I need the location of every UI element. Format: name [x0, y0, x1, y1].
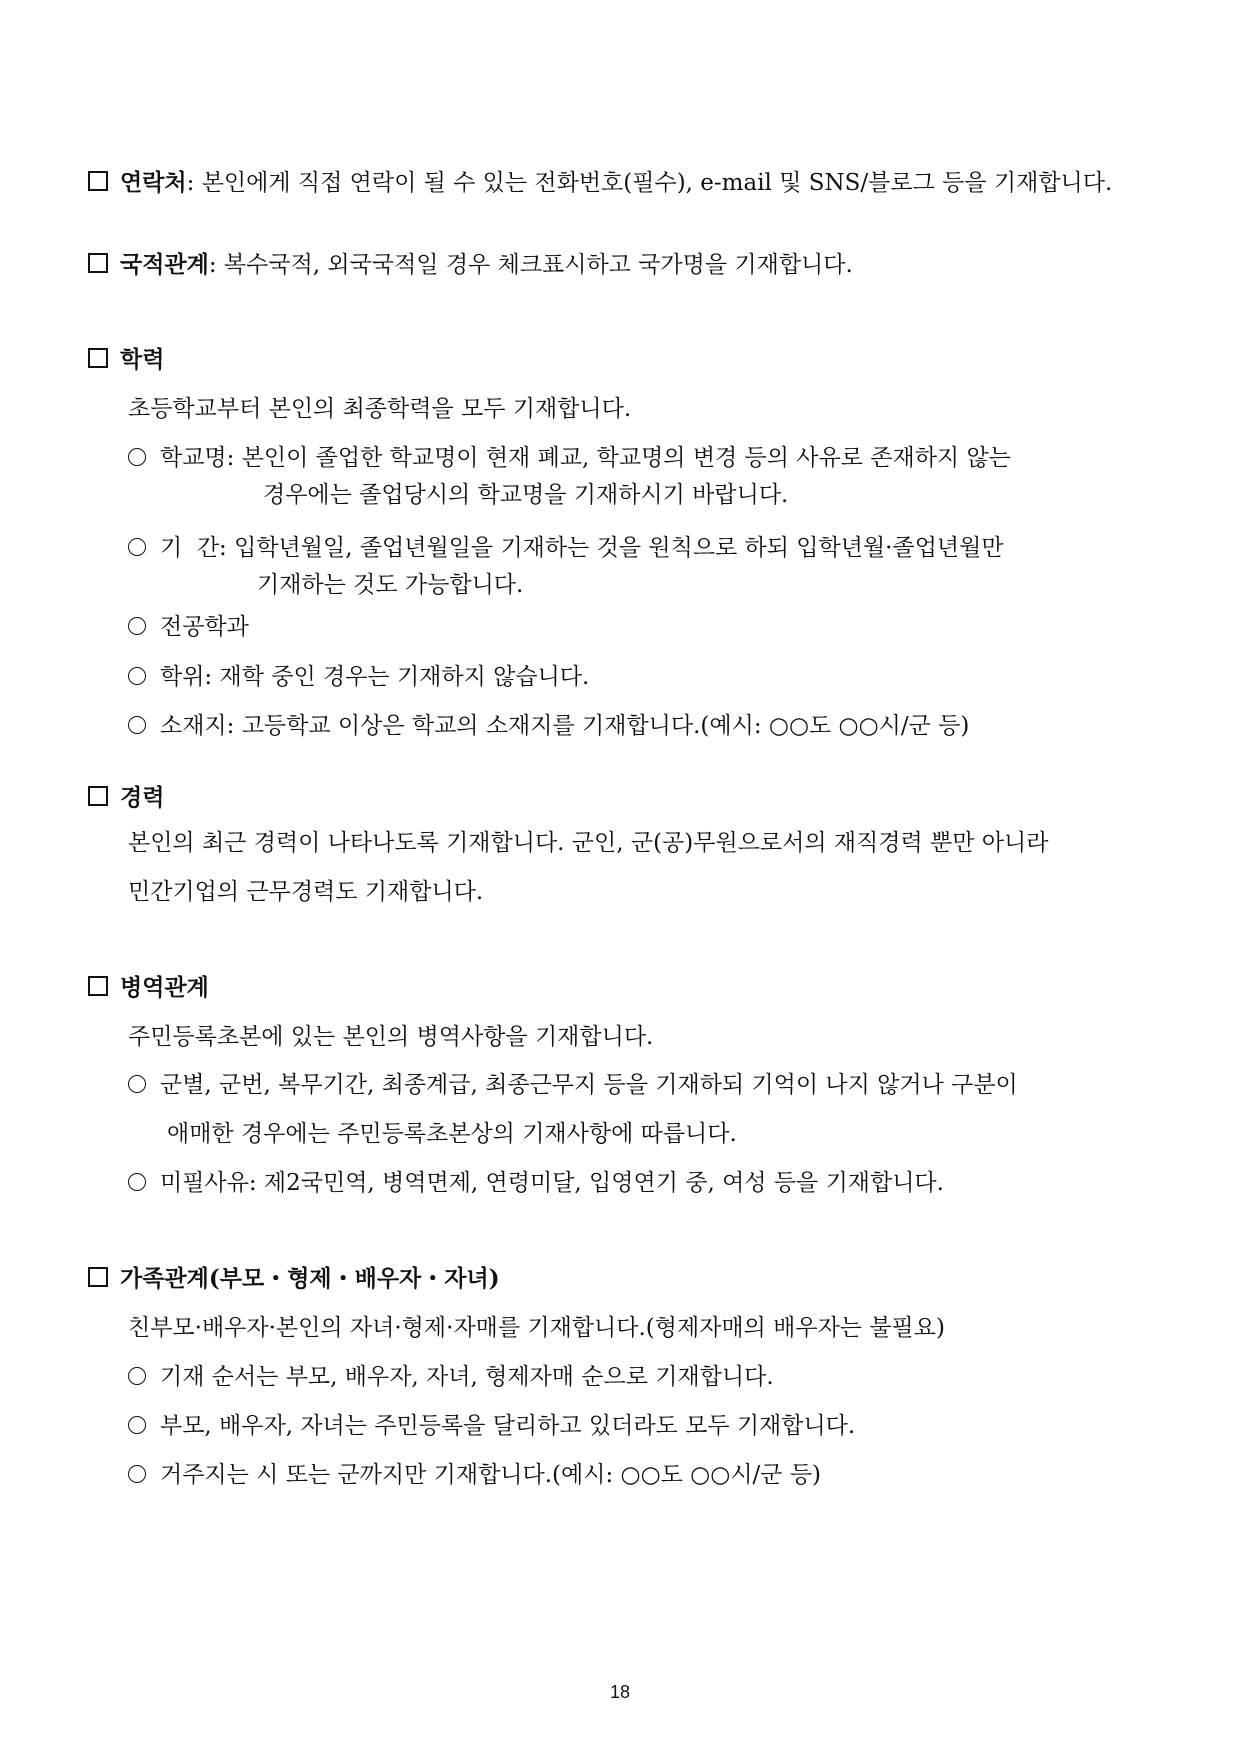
- family-item1: [128, 1362, 774, 1392]
- education-school-line2: 경우에는 졸업당시의 학교명을 기재하시기 바랍니다.: [263, 482, 789, 508]
- circle-bullet-icon: [128, 1367, 146, 1385]
- career-title: 경력: [120, 784, 165, 811]
- circle-bullet-icon: [128, 667, 146, 685]
- family-title: 가족관계(부모・형제・배우자・자녀): [120, 1265, 500, 1292]
- military-title: 병역관계: [120, 974, 209, 1001]
- family-heading: [88, 1264, 500, 1294]
- military-item1: [128, 1070, 1018, 1100]
- contact-section: [88, 168, 1112, 198]
- checkbox-square-icon: [88, 253, 108, 273]
- circle-bullet-icon: [128, 538, 146, 556]
- circle-bullet-icon: [128, 1173, 146, 1191]
- military-item1-line1: 군별, 군번, 복무기간, 최종계급, 최종근무지 등을 기재하되 기억이 나지 않거나 구분이: [160, 1072, 1018, 1098]
- circle-bullet-icon: [128, 716, 146, 734]
- contact-title: 연락처: [120, 169, 187, 196]
- education-heading: [88, 345, 164, 375]
- nationality-section: [88, 250, 853, 280]
- education-degree: 학위: 재학 중인 경우는 기재하지 않습니다.: [160, 664, 590, 690]
- career-line2: 민간기업의 근무경력도 기재합니다.: [128, 879, 484, 905]
- circle-bullet-icon: [128, 1416, 146, 1434]
- nationality-text: : 복수국적, 외국국적일 경우 체크표시하고 국가명을 기재합니다.: [208, 252, 853, 278]
- page-number: 18: [609, 1682, 631, 1702]
- family-item2-text: 부모, 배우자, 자녀는 주민등록을 달리하고 있더라도 모두 기재합니다.: [160, 1413, 856, 1439]
- education-major-item: [128, 612, 249, 642]
- military-intro: 주민등록초본에 있는 본인의 병역사항을 기재합니다.: [128, 1024, 654, 1050]
- checkbox-square-icon: [88, 348, 108, 368]
- education-location: 소재지: 고등학교 이상은 학교의 소재지를 기재합니다.(예시: ○○도 ○○시/군 등): [160, 713, 970, 739]
- education-school-item: [128, 443, 1011, 473]
- military-item2-text: 미필사유: 제2국민역, 병역면제, 연령미달, 입영연기 중, 여성 등을 기재합니다.: [160, 1170, 944, 1196]
- circle-bullet-icon: [128, 617, 146, 635]
- nationality-title: 국적관계: [120, 251, 209, 278]
- family-item3-text: 거주지는 시 또는 군까지만 기재합니다.(예시: ○○도 ○○시/군 등): [160, 1462, 822, 1488]
- military-item2: [128, 1168, 944, 1198]
- education-degree-item: [128, 662, 589, 692]
- family-item1-text: 기재 순서는 부모, 배우자, 자녀, 형제자매 순으로 기재합니다.: [160, 1364, 774, 1390]
- education-period-item: [128, 533, 1004, 563]
- education-intro: 초등학교부터 본인의 최종학력을 모두 기재합니다.: [128, 396, 632, 422]
- education-period-line1: 기 간: 입학년월일, 졸업년월일을 기재하는 것을 원칙으로 하되 입학년월·졸업년월만: [160, 535, 1004, 561]
- career-heading: [88, 783, 164, 813]
- circle-bullet-icon: [128, 1465, 146, 1483]
- career-line1: 본인의 최근 경력이 나타나도록 기재합니다. 군인, 군(공)무원으로서의 재직경력 뿐만 아니라: [128, 830, 1049, 856]
- checkbox-square-icon: [88, 976, 108, 996]
- contact-text: : 본인에게 직접 연락이 될 수 있는 전화번호(필수), e-mail 및 SNS/블로그 등을 기재합니다.: [186, 170, 1113, 196]
- education-title: 학력: [120, 346, 165, 373]
- checkbox-square-icon: [88, 786, 108, 806]
- checkbox-square-icon: [88, 1267, 108, 1287]
- education-location-item: [128, 711, 969, 741]
- circle-bullet-icon: [128, 448, 146, 466]
- family-intro: 친부모·배우자·본인의 자녀·형제·자매를 기재합니다.(형제자매의 배우자는 불필요): [128, 1315, 945, 1341]
- military-heading: [88, 973, 209, 1003]
- checkbox-square-icon: [88, 171, 108, 191]
- family-item2: [128, 1411, 855, 1441]
- education-school-line1: 학교명: 본인이 졸업한 학교명이 현재 폐교, 학교명의 변경 등의 사유로 존재하지 않는: [160, 445, 1011, 471]
- circle-bullet-icon: [128, 1075, 146, 1093]
- education-major: 전공학과: [160, 614, 249, 640]
- family-item3: [128, 1460, 821, 1490]
- military-item1-line2: 애매한 경우에는 주민등록초본상의 기재사항에 따릅니다.: [167, 1121, 737, 1147]
- education-period-line2: 기재하는 것도 가능합니다.: [257, 572, 524, 598]
